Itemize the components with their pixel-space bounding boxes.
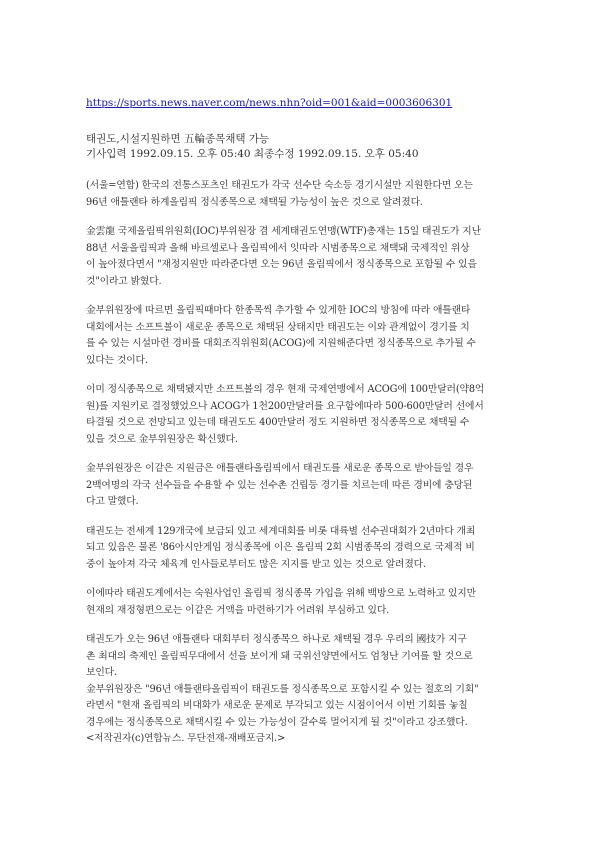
article-body	[86, 178, 515, 748]
source-url-link[interactable]: https://sports.news.naver.com/news.nhn?oid=001&aid=0003606301	[86, 97, 453, 109]
paragraph-line: (서울=연합) 한국의 전통스포츠인 태권도가 각국 선수단 숙소등 경기시설만 지원한다면 오는	[86, 180, 473, 191]
article-paragraph	[86, 682, 515, 748]
paragraph-line: 라면서 "현재 올림픽의 비대화가 새로운 문제로 부각되고 있는 시점이어서 이번 기회를 놓칠	[86, 700, 468, 711]
paragraph-line: <저작권자(c)연합뉴스. 무단전재-재배포금지.>	[86, 733, 286, 744]
article-paragraph	[86, 461, 515, 511]
paragraph-line: 88년 서울올림픽과 올해 바르셀로나 올림픽에서 잇따라 시범종목으로 채택돼 국제적인 위상	[86, 242, 470, 254]
paragraph-line: 이 높아졌다면서 "재정지원만 따라준다면 오는 96년 올림픽에서 정식종목으로 포함될 수 있을	[86, 259, 477, 270]
paragraph-line: 되고 있음은 물론 '86아시안게임 정식종목에 이은 올림픽 2회 시범종목의 경력으로 국제적 비	[86, 542, 475, 553]
article-paragraph	[86, 524, 515, 574]
paragraph-line: 경우에는 정식종목으로 채택시킬 수 있는 가능성이 갈수록 멀어지게 될 것"이라고 강조했다.	[86, 716, 468, 728]
paragraph-line: 있다는 것이다.	[86, 354, 148, 366]
paragraph-line: 촌 최대의 축제인 올림픽무대에서 선을 보이게 돼 국위선양면에서도 엄청난 기여를 할 것으로	[86, 650, 473, 662]
paragraph-line: 태권도는 전세계 129개국에 보급되 있고 세계대회를 비롯 대륙별 선수권대회가 2년마다 개최	[86, 525, 476, 537]
paragraph-line: 다고 말했다.	[86, 496, 139, 507]
paragraph-line: 2백여명의 각국 선수들을 수용할 수 있는 선수촌 건립등 경기를 치르는데 따른 경비에 충당된	[86, 479, 473, 491]
article-paragraph	[86, 224, 515, 290]
article-paragraph	[86, 632, 515, 682]
article-paragraph	[86, 382, 515, 448]
paragraph-line: 金부위원장에 따르면 올림픽때마다 한종목씩 추가할 수 있게한 IOC의 방침에 따라 애틀랜타	[86, 305, 471, 316]
paragraph-line: 태권도가 오는 96년 애틀랜타 대회부터 정식종목으 하나로 채택될 경우 우리의 國技가 지구	[86, 634, 467, 645]
article-paragraph	[86, 178, 515, 211]
paragraph-line: 타결될 것으로 전망되고 있는데 태권도도 400만달러 정도 지원하면 정식종목으로 채택될 수	[86, 417, 470, 428]
paragraph-line: 를 수 있는 시설마련 경비를 대회조직위원회(ACOG)에 지원해준다면 정식종목으로 추가될 수	[86, 338, 476, 349]
paragraph-line: 중이 높아져 각국 체육계 인사들로부터도 많은 지지를 받고 있는 것으로 알려졌다.	[86, 558, 426, 570]
paragraph-line: 이에따라 태권도계에서는 숙원사업인 올림픽 정식종목 가입을 위해 백방으로 노력하고 있지만	[86, 588, 476, 599]
paragraph-line: 현재의 재정형편으로는 이같은 거액을 마련하기가 어려워 부심하고 있다.	[86, 604, 390, 616]
article-meta: 기사입력 1992.09.15. 오후 05:40 최종수정 1992.09.15. 오후 05:40	[86, 148, 419, 160]
paragraph-line: 있을 것으로 金부위원장은 확신했다.	[86, 433, 238, 445]
paragraph-line: 金雲龍 국제올림픽위원회(IOC)부위원장 겸 세계태권도연맹(WTF)총재는 15일 태권도가 지난	[86, 226, 481, 237]
paragraph-line: 金부위원장은 "96년 애틀랜타올림픽이 태권도를 정식종목으로 포함시킬 수 있는 절호의 기회"	[86, 683, 479, 695]
paragraph-line: 金부위원장은 이같은 지원금은 애틀랜타올림픽에서 태권도를 새로운 종목으로 받아들일 경우	[86, 463, 474, 474]
article-paragraph	[86, 303, 515, 369]
paragraph-line: 원)를 지원키로 결정했었으나 ACOG가 1천200만달러를 요구함에따라 500-600만달러 선에서	[86, 400, 484, 412]
paragraph-line: 대회에서는 소프트볼이 새로운 종목으로 채택된 상태지만 태권도는 이와 관계없이 경기를 치	[86, 321, 470, 333]
article-title: 태권도,시설지원하면 五輪종목채택 가능	[86, 133, 270, 145]
paragraph-line: 이미 정식종목으로 채택됐지만 소프트볼의 경우 현재 국제연맹에서 ACOG에 100만달러(약8억	[86, 384, 485, 395]
paragraph-line: 것"이라고 밝혔다.	[86, 275, 162, 287]
paragraph-line: 보인다.	[86, 667, 117, 678]
paragraph-line: 96년 애틀랜타 하계올림픽 정식종목으로 채택될 가능성이 높은 것으로 알려졌다.	[86, 196, 423, 208]
article-paragraph	[86, 586, 515, 619]
